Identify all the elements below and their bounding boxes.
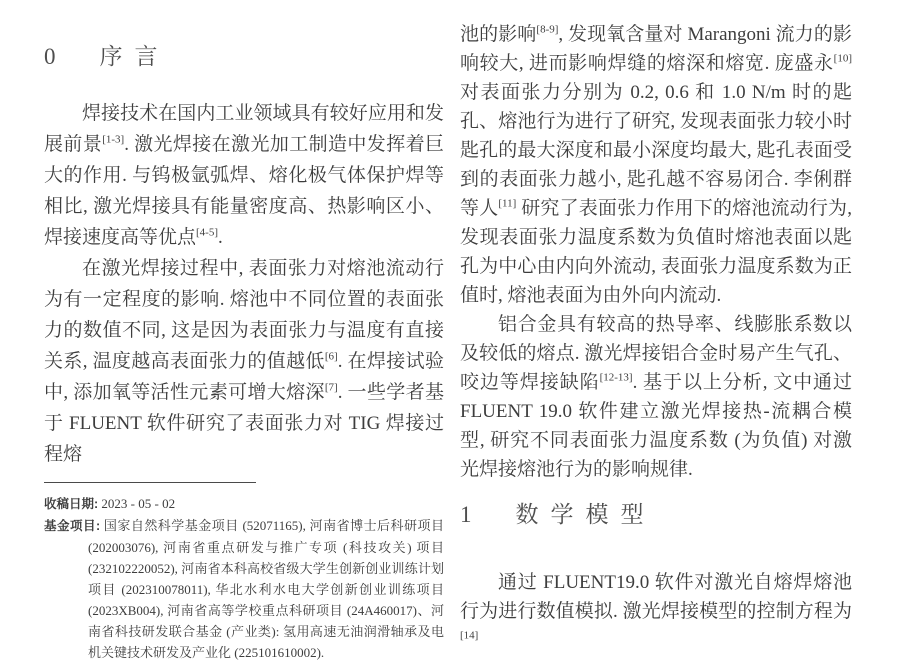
section-title: 数学模型 <box>515 502 656 527</box>
citation-ref: [8-9] <box>536 23 559 36</box>
funding-line <box>44 515 444 663</box>
received-date-value: 2023 - 05 - 02 <box>101 496 176 511</box>
funding-text: 国家自然科学基金项目 (52071165), 河南省博士后科研项目 (202003076), 河南省重点研发与推广专项 (科技攻关) 项目 (232102220052), 河南省本科高校省级大学生创新创业训练计划项目 (202310078011), 华北水利水电大学创新创业训练项目 (2023XB004), 河南省高等学校重点科研项目 (24A460017)、河南省科技研发联合基金 (产业类): 氢用高速无油润滑轴承及电机关键技术研发及产业化 (225101610002). <box>88 518 444 660</box>
citation-ref: [7] <box>324 381 338 394</box>
funding-label: 基金项目: <box>44 519 101 533</box>
section-title: 序言 <box>99 44 170 69</box>
section-heading-0 <box>44 42 444 72</box>
citation-ref: [11] <box>498 197 517 210</box>
footnote-divider <box>44 482 256 483</box>
footnote-area <box>44 482 444 663</box>
citation-ref: [14] <box>460 629 479 642</box>
citation-ref: [6] <box>324 350 338 363</box>
citation-ref: [12-13] <box>599 371 633 384</box>
paragraph-continuation: 池的影响[8-9], 发现氧含量对 Marangoni 流力的影响较大, 进而影响焊缝的熔深和熔宽. 庞盛永[10] 对表面张力分别为 0.2, 0.6 和 1.0 N/m 时的匙孔、熔池行为进行了研究, 发现表面张力较小时匙孔的最大深度和最小深度均最大, 匙孔表面受到的表面张力越小, 匙孔越不容易闭合. 李俐群等人[11] 研究了表面张力作用下的熔池流动行为, 发现表面张力温度系数为负值时熔池表面以匙孔为中心由内向外流动, 表面张力温度系数为正值时, 熔池表面为由外向内流动. <box>460 23 852 306</box>
received-date-line <box>44 493 444 515</box>
right-body-text-top <box>460 20 852 484</box>
right-column <box>460 20 852 655</box>
paragraph: 焊接技术在国内工业领域具有较好应用和发展前景[1-3]. 激光焊接在激光加工制造中发挥着巨大的作用. 与钨极氩弧焊、熔化极气体保护焊等相比, 激光焊接具有能量密度高、热影响区小、焊接速度高等优点[4-5]. <box>44 103 444 248</box>
right-body-text-bottom <box>460 568 852 655</box>
citation-ref: [1-3] <box>102 133 125 146</box>
citation-ref: [10] <box>833 52 852 65</box>
left-body-text <box>44 98 444 470</box>
section-heading-1 <box>460 500 852 530</box>
section-number: 0 <box>44 44 56 69</box>
paragraph: 铝合金具有较高的热导率、线膨胀系数以及较低的熔点. 激光焊接铝合金时易产生气孔、咬边等焊接缺陷[12-13]. 基于以上分析, 文中通过 FLUENT 19.0 软件建立激光焊接热-流耦合模型, 研究不同表面张力温度系数 (为负值) 对激光焊接熔池行为的影响规律. <box>460 314 852 480</box>
received-date-label: 收稿日期: <box>44 497 99 511</box>
section-number: 1 <box>460 502 472 527</box>
paragraph: 通过 FLUENT19.0 软件对激光自熔焊熔池行为进行数值模拟. 激光焊接模型的控制方程为[14] <box>460 572 852 642</box>
left-column <box>44 42 444 663</box>
paragraph: 在激光焊接过程中, 表面张力对熔池流动行为有一定程度的影响. 熔池中不同位置的表面张力的数值不同, 这是因为表面张力与温度有直接关系, 温度越高表面张力的值越低[6]. 在焊接试验中, 添加氧等活性元素可增大熔深[7]. 一些学者基于 FLUENT 软件研究了表面张力对 TIG 焊接过程熔 <box>44 258 444 465</box>
citation-ref: [4-5] <box>196 226 219 239</box>
